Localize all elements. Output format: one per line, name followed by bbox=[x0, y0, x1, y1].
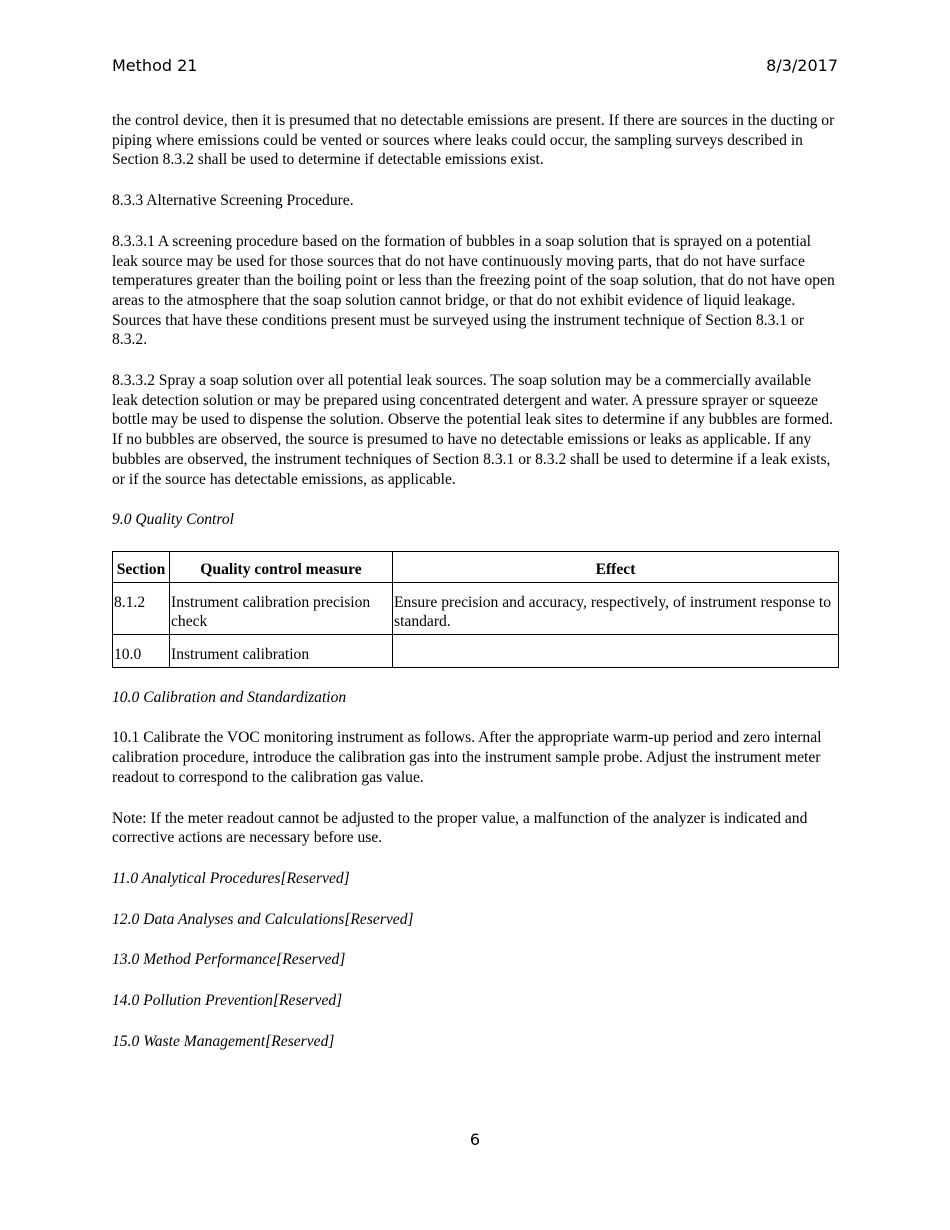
quality-control-table bbox=[112, 551, 839, 668]
section-heading-calibration: 10.0 Calibration and Standardization bbox=[112, 688, 347, 706]
table-cell-section: 8.1.2 bbox=[113, 582, 170, 634]
section-heading-quality-control: 9.0 Quality Control bbox=[112, 511, 235, 529]
table-row bbox=[113, 635, 839, 668]
column-header-effect: Effect bbox=[393, 551, 839, 582]
table-cell-measure: Instrument calibration bbox=[170, 635, 393, 668]
table-cell-measure: Instrument calibration precision check bbox=[170, 582, 393, 634]
paragraph-note: Note: If the meter readout cannot be adjusted to the proper value, a malfunction of the analyzer is indicated and corrective actions are necessary before use. bbox=[112, 809, 808, 847]
section-heading-data-analyses: 12.0 Data Analyses and Calculations[Reserved] bbox=[112, 910, 414, 928]
header-date: 8/3/2017 bbox=[766, 56, 838, 75]
table-cell-effect bbox=[393, 635, 839, 668]
section-heading-analytical-procedures: 11.0 Analytical Procedures[Reserved] bbox=[112, 869, 350, 887]
paragraph-8-3-3-2: 8.3.3.2 Spray a soap solution over all potential leak sources. The soap solution may be a commercially available leak detection solution or may be prepared using concentrated detergent and water. A pressure sprayer or squeeze bottle may be used to dispense the solution. Observe the potential leak sites to determine if any bubbles are formed. If no bubbles are observed, the source is presumed to have no detectable emissions or leaks as applicable. If any bubbles are observed, the instrument techniques of Section 8.3.1 or 8.3.2 shall be used to determine if a leak exists, or if the source has detectable emissions, as applicable. bbox=[112, 372, 834, 488]
column-header-section: Section bbox=[113, 551, 170, 582]
section-heading-method-performance: 13.0 Method Performance[Reserved] bbox=[112, 951, 346, 969]
table-header-row bbox=[113, 551, 839, 582]
paragraph-continuation: the control device, then it is presumed that no detectable emissions are present. If there are sources in the ducting or piping where emissions could be vented or sources where leaks could occur, the sampling surveys described in Section 8.3.2 shall be used to determine if detectable emissions exist. bbox=[112, 112, 835, 169]
table-cell-effect: Ensure precision and accuracy, respectively, of instrument response to standard. bbox=[393, 582, 839, 634]
paragraph-10-1: 10.1 Calibrate the VOC monitoring instrument as follows. After the appropriate warm-up period and zero internal calibration procedure, introduce the calibration gas into the instrument sample probe. Adjust the instrument meter readout to correspond to the calibration gas value. bbox=[112, 729, 822, 786]
paragraph-8-3-3-1: 8.3.3.1 A screening procedure based on the formation of bubbles in a soap solution that is sprayed on a potential leak source may be used for those sources that do not have continuously moving parts, that do not have surface temperatures greater than the boiling point or less than the freezing point of the soap solution, that do not have open areas to the atmosphere that the soap solution cannot bridge, or that do not exhibit evidence of liquid leakage. Sources that have these conditions present must be surveyed using the instrument technique of Section 8.3.1 or 8.3.2. bbox=[112, 232, 835, 349]
table-cell-section: 10.0 bbox=[113, 635, 170, 668]
page-number: 6 bbox=[469, 1130, 481, 1149]
header-title: Method 21 bbox=[112, 56, 198, 75]
section-heading-waste-management: 15.0 Waste Management[Reserved] bbox=[112, 1032, 335, 1050]
table-row bbox=[113, 582, 839, 634]
section-heading-8-3-3: 8.3.3 Alternative Screening Procedure. bbox=[112, 192, 354, 210]
section-heading-pollution-prevention: 14.0 Pollution Prevention[Reserved] bbox=[112, 992, 343, 1010]
column-header-measure: Quality control measure bbox=[170, 551, 393, 582]
document-body bbox=[112, 111, 840, 1073]
